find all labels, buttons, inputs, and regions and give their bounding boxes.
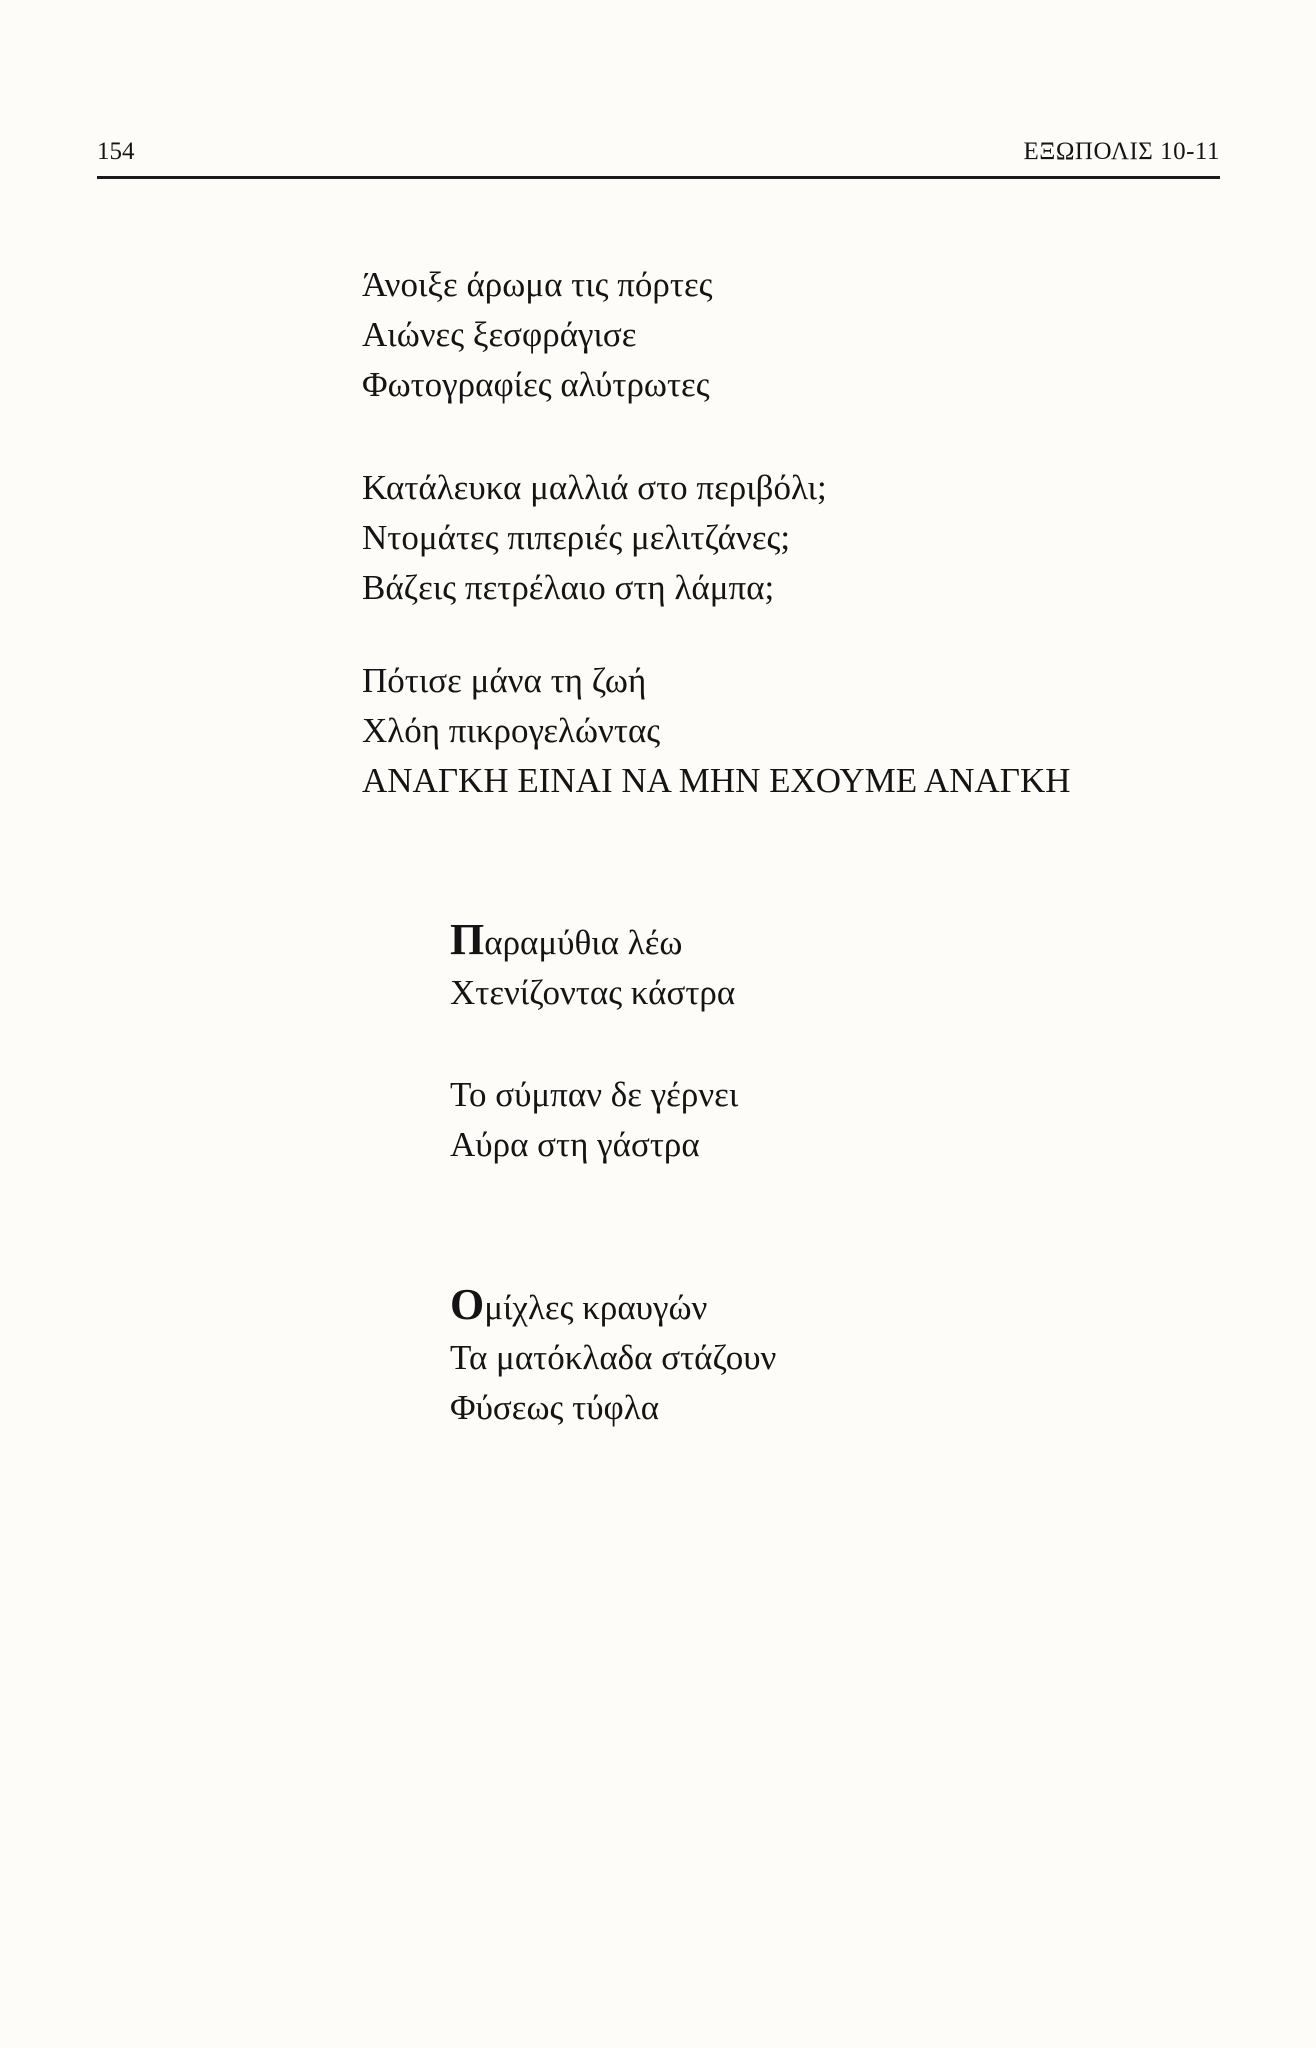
verse-line: Ντομάτες πιπεριές μελιτζάνες;	[362, 518, 791, 557]
verse-line: Φύσεως τύφλα	[450, 1388, 660, 1427]
verse-line: Αιώνες ξεσφράγισε	[362, 315, 637, 354]
poem-1-stanza-2	[362, 463, 827, 613]
first-line-rest: αραμύθια λέω	[484, 923, 683, 962]
poem-1-stanza-1	[362, 260, 713, 410]
verse-line: Πότισε μάνα τη ζωή	[362, 661, 647, 700]
first-line-rest: μίχλες κραυγών	[484, 1288, 708, 1327]
verse-line: Κατάλευκα μαλλιά στο περιβόλι;	[362, 468, 827, 507]
verse-line-first	[450, 915, 735, 968]
page-header	[97, 134, 1220, 174]
verse-line: Χλόη πικρογελώντας	[362, 711, 661, 750]
poem-1-stanza-3	[362, 656, 1071, 806]
verse-line: Χτενίζοντας κάστρα	[450, 973, 736, 1012]
poem-2-stanza-1	[450, 915, 735, 1018]
poem-3-stanza-1	[450, 1280, 776, 1433]
verse-line: Βάζεις πετρέλαιο στη λάμπα;	[362, 568, 775, 607]
verse-line: Αύρα στη γάστρα	[450, 1125, 700, 1164]
verse-line-first	[450, 1280, 776, 1333]
drop-initial: Π	[450, 915, 485, 964]
verse-line: Φωτογραφίες αλύτρωτες	[362, 365, 710, 404]
page-number: 154	[97, 138, 135, 165]
verse-line: Το σύμπαν δε γέρνει	[450, 1075, 739, 1114]
verse-line-capitals: ΑΝΑΓΚΗ ΕΙΝΑΙ ΝΑ ΜΗΝ ΕΧΟΥΜΕ ΑΝΑΓΚΗ	[362, 761, 1071, 800]
drop-initial: Ο	[450, 1280, 485, 1329]
header-rule	[97, 176, 1220, 179]
verse-line: Τα ματόκλαδα στάζουν	[450, 1338, 777, 1377]
running-title: ΕΞΩΠΟΛΙΣ 10-11	[1023, 138, 1220, 165]
verse-line: Άνοιξε άρωμα τις πόρτες	[362, 265, 713, 304]
poem-2-stanza-2	[450, 1070, 738, 1170]
